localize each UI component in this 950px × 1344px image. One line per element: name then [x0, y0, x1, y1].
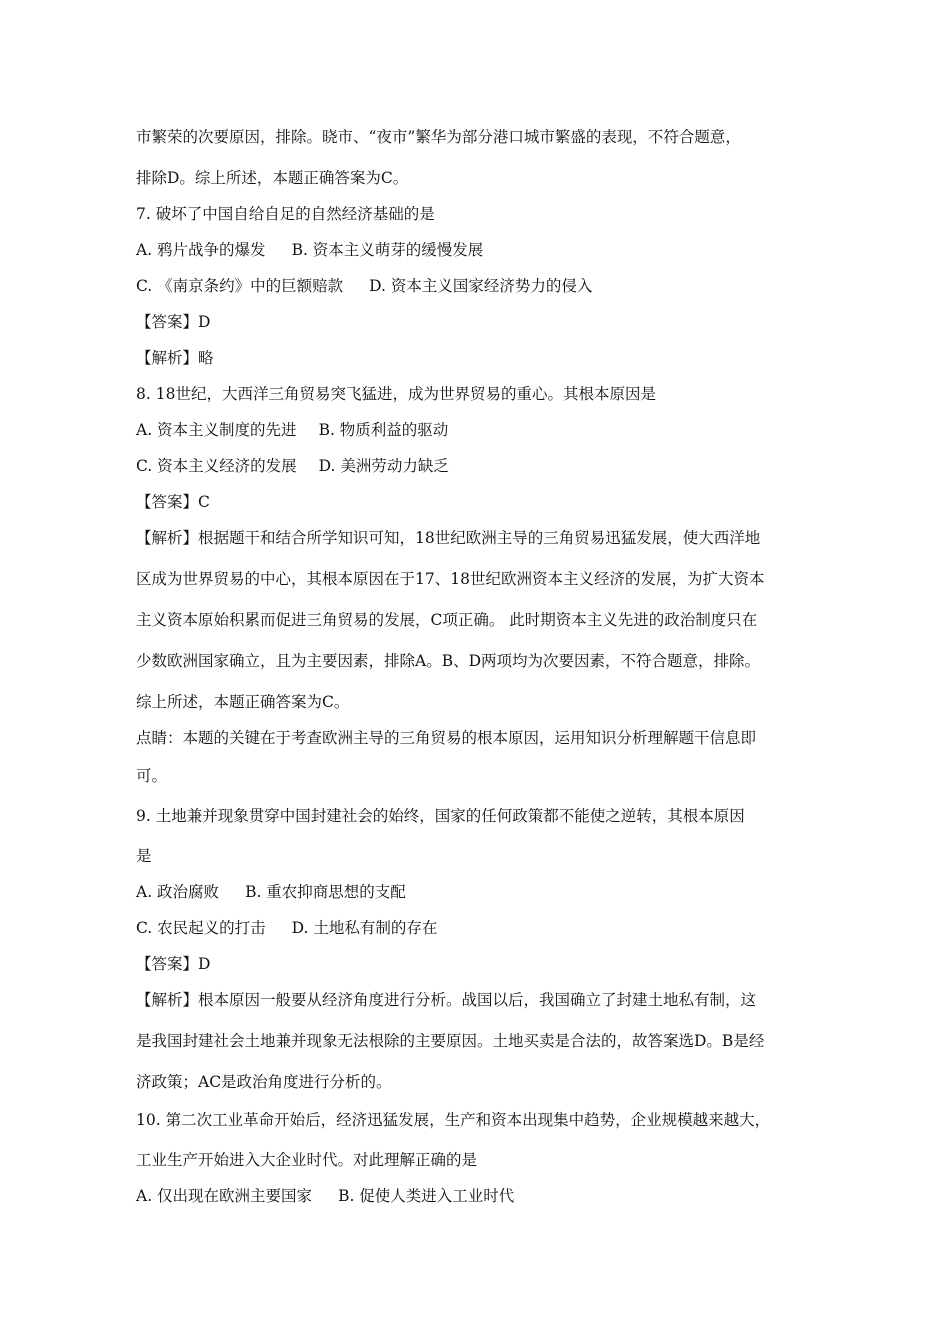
option-c: C. 资本主义经济的发展: [136, 457, 297, 475]
text-line: 排除D。综上所述，本题正确答案为C。: [136, 169, 409, 187]
analysis-9: 【解析】根本原因一般要从经济角度进行分析。战国以后，我国确立了封建土地私有制，这: [136, 991, 757, 1009]
text-line: 工业生产开始进入大企业时代。对此理解正确的是: [136, 1151, 478, 1169]
question-7-options-ab: [136, 240, 483, 260]
answer-8: 【答案】C: [136, 493, 210, 511]
question-9: 9. 土地兼并现象贯穿中国封建社会的始终，国家的任何政策都不能使之逆转，其根本原因: [136, 807, 745, 825]
answer-7: 【答案】D: [136, 313, 211, 331]
tip-8: 点睛：本题的关键在于考查欧洲主导的三角贸易的根本原因，运用知识分析理解题干信息即: [136, 729, 757, 747]
text-line: 是: [136, 847, 152, 865]
text-line: 区成为世界贸易的中心，其根本原因在于17、18世纪欧洲资本主义经济的发展，为扩大资本: [136, 570, 765, 588]
option-b: B. 促使人类进入工业时代: [338, 1187, 515, 1205]
question-10: 10. 第二次工业革命开始后，经济迅猛发展，生产和资本出现集中趋势，企业规模越来越大，: [136, 1111, 771, 1129]
text-line: 综上所述，本题正确答案为C。: [136, 693, 350, 711]
question-7: 7. 破坏了中国自给自足的自然经济基础的是: [136, 205, 435, 223]
question-8-options-ab: [136, 420, 448, 440]
option-a: A. 仅出现在欧洲主要国家: [136, 1187, 313, 1205]
question-10-options-ab: [136, 1186, 514, 1206]
analysis-8: 【解析】根据题干和结合所学知识可知，18世纪欧洲主导的三角贸易迅猛发展，使大西洋地: [136, 529, 761, 547]
question-9-options-ab: [136, 882, 406, 902]
answer-9: 【答案】D: [136, 955, 211, 973]
question-9-options-cd: [136, 918, 437, 938]
text-line: 济政策；AC是政治角度进行分析的。: [136, 1073, 392, 1091]
option-d: D. 土地私有制的存在: [291, 919, 438, 937]
option-a: A. 资本主义制度的先进: [136, 421, 297, 439]
text-line: 是我国封建社会土地兼并现象无法根除的主要原因。土地买卖是合法的，故答案选D。B是经: [136, 1032, 765, 1050]
option-b: B. 资本主义萌芽的缓慢发展: [291, 241, 484, 259]
option-a: A. 鸦片战争的爆发: [136, 241, 266, 259]
text-line: 少数欧洲国家确立，且为主要因素，排除A。B、D两项均为次要因素，不符合题意，排除。: [136, 652, 761, 670]
option-d: D. 资本主义国家经济势力的侵入: [369, 277, 593, 295]
question-7-options-cd: [136, 276, 592, 296]
text-line: 市繁荣的次要原因，排除。晓市、“夜市”繁华为部分港口城市繁盛的表现，不符合题意，: [136, 128, 741, 146]
text-line: 可。: [136, 767, 168, 785]
analysis-7: 【解析】略: [136, 349, 214, 367]
text-line: 主义资本原始积累而促进三角贸易的发展，C项正确。 此时期资本主义先进的政治制度只在: [136, 611, 758, 629]
option-c: C. 《南京条约》中的巨额赔款: [136, 277, 344, 295]
option-b: B. 重农抑商思想的支配: [245, 883, 406, 901]
question-8: 8. 18世纪，大西洋三角贸易突飞猛进，成为世界贸易的重心。其根本原因是: [136, 385, 656, 403]
question-8-options-cd: [136, 456, 449, 476]
option-d: D. 美洲劳动力缺乏: [318, 457, 449, 475]
option-a: A. 政治腐败: [136, 883, 220, 901]
option-b: B. 物质利益的驱动: [318, 421, 449, 439]
option-c: C. 农民起义的打击: [136, 919, 266, 937]
